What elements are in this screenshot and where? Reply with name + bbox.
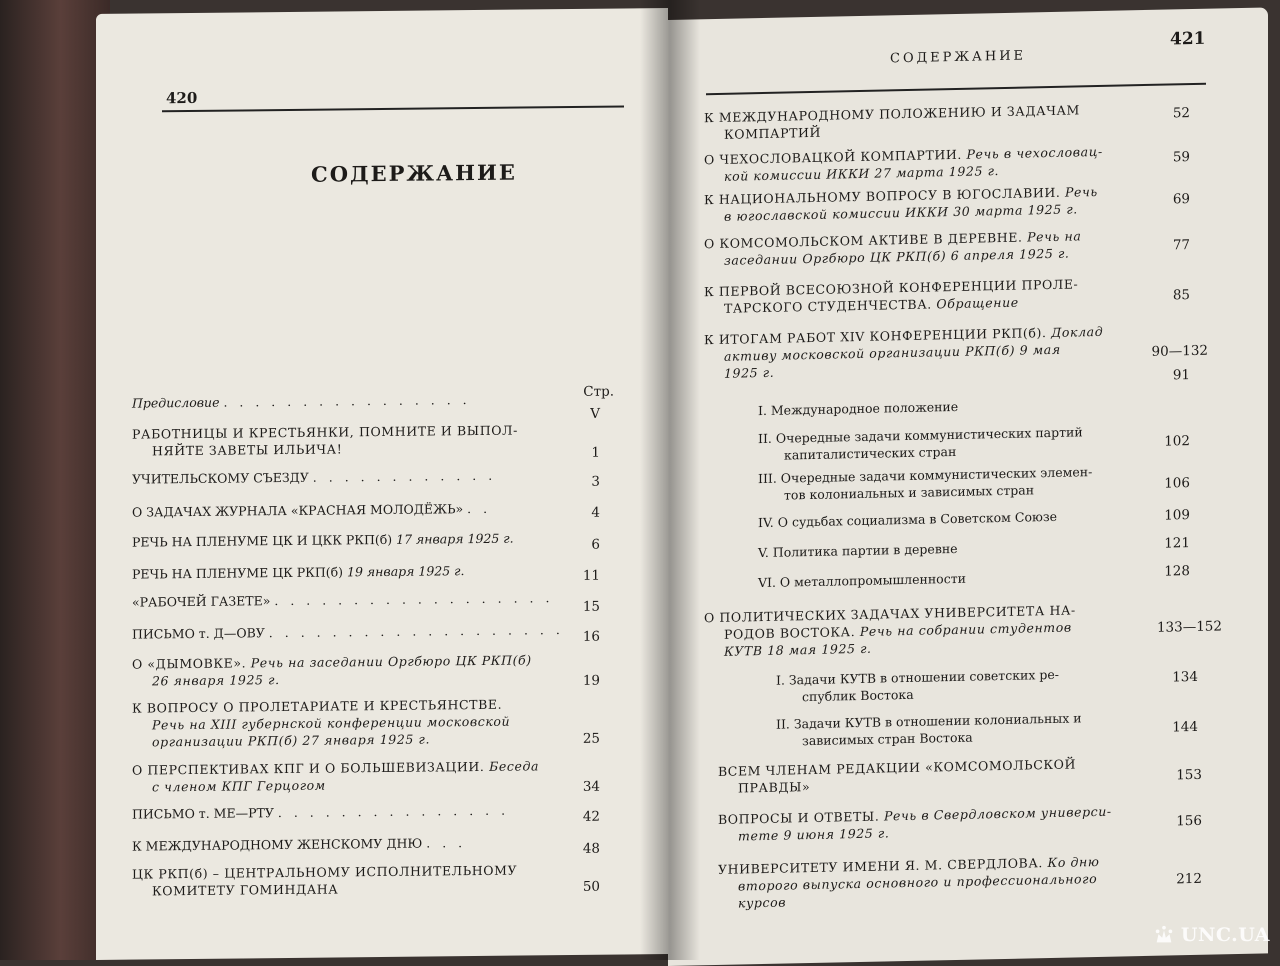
- entry-page: 109: [1164, 507, 1190, 524]
- subentry-title: III. Очередные задачи коммунистических элемен-: [758, 464, 1093, 487]
- entry-subtitle: Ко дню: [1047, 853, 1100, 871]
- leader-dots: . . . . . . . . . . . . . . . . . . .: [268, 622, 564, 641]
- toc-entry: [704, 182, 1154, 225]
- watermark: [1153, 924, 1270, 946]
- toc-subentry: [776, 708, 1126, 749]
- entry-subtitle: Речь в чехословац-: [966, 143, 1103, 162]
- entry-page: 3: [591, 473, 600, 490]
- entry-page: 6: [591, 536, 600, 553]
- right-page-number: 421: [1170, 28, 1206, 50]
- entry-title: К ВОПРОСУ О ПРОЛЕТАРИАТЕ И КРЕСТЬЯНСТВЕ.: [132, 696, 503, 716]
- entry-page: 11: [582, 567, 600, 584]
- entry-title: К МЕЖДУНАРОДНОМУ ПОЛОЖЕНИЮ И ЗАДАЧАМ: [704, 102, 1080, 126]
- entry-title: ВСЕМ ЧЛЕНАМ РЕДАКЦИИ «КОМСОМОЛЬСКОЙ: [718, 756, 1076, 779]
- subentry-title-cont: тов колониальных и зависимых стран: [784, 482, 1035, 503]
- entry-title: ВОПРОСЫ И ОТВЕТЫ.: [718, 808, 880, 827]
- toc-entry: [132, 621, 572, 643]
- entry-subtitle: Речь на XIII губернской конференции московской: [152, 713, 511, 733]
- entry-title: О ЗАДАЧАХ ЖУРНАЛА «КРАСНАЯ МОЛОДЁЖЬ»: [132, 501, 464, 520]
- entry-subtitle-cont: с членом КПГ Герцогом: [152, 777, 326, 795]
- entry-page: 16: [582, 628, 600, 645]
- entry-title-cont: РОДОВ ВОСТОКА.: [724, 624, 856, 642]
- toc-entry: [718, 852, 1158, 912]
- toc-subentry: VI. О металлопромышленности: [758, 570, 966, 591]
- toc-entry: [718, 754, 1158, 797]
- subentry-title: II. Задачи КУТВ в отношении колониальных и: [776, 710, 1082, 732]
- entry-page: 144: [1172, 718, 1198, 736]
- entry-subtitle: Доклад: [1051, 323, 1104, 340]
- toc-subentry: [776, 664, 1126, 705]
- entry-subtitle-cont: второго выпуска основного и профессионального: [738, 871, 1098, 894]
- entry-title: РЕЧЬ НА ПЛЕНУМЕ ЦК И ЦКК РКП(б): [132, 531, 393, 550]
- entry-title: К ПЕРВОЙ ВСЕСОЮЗНОЙ КОНФЕРЕНЦИИ ПРОЛЕ-: [704, 276, 1079, 300]
- page-title: СОДЕРЖАНИЕ: [311, 159, 517, 187]
- entry-page: 121: [1164, 535, 1190, 552]
- book-spine: [0, 0, 110, 960]
- subentry-title-cont: капиталистических стран: [784, 443, 957, 463]
- toc-entry: [132, 695, 572, 751]
- leader-dots: . .: [467, 500, 492, 517]
- entry-page-range: 133—152: [1156, 618, 1222, 636]
- entry-page: 4: [591, 504, 600, 521]
- leader-dots: . . . . . . . . . . . . . . . . . .: [274, 590, 554, 609]
- entry-subtitle-cont: КУТВ 18 мая 1925 г.: [724, 640, 872, 659]
- running-header: СОДЕРЖАНИЕ: [890, 48, 1027, 67]
- entry-title: К МЕЖДУНАРОДНОМУ ЖЕНСКОМУ ДНЮ: [132, 835, 423, 854]
- entry-page: 69: [1172, 191, 1190, 208]
- entry-subtitle: Речь: [1065, 183, 1098, 200]
- entry-subtitle: Речь в Свердловском универси-: [884, 803, 1112, 824]
- entry-page: 52: [1172, 105, 1190, 122]
- entry-title: Предисловие: [132, 394, 220, 411]
- entry-page: 48: [582, 840, 600, 857]
- entry-title: «РАБОЧЕЙ ГАЗЕТЕ»: [132, 593, 271, 610]
- left-header-rule: [162, 105, 624, 112]
- subentry-title-cont: спублик Востока: [802, 686, 914, 705]
- entry-page-range: 90—132: [1151, 342, 1208, 360]
- entry-title-cont: КОМИТЕТУ ГОМИНДАНА: [152, 881, 339, 899]
- entry-title: О «ДЫМОВКЕ».: [132, 655, 247, 672]
- entry-page: V: [590, 405, 600, 422]
- subentry-title-cont: зависимых стран Востока: [802, 729, 973, 749]
- entry-date: 17 января 1925 г.: [396, 530, 514, 547]
- entry-page: 42: [582, 808, 600, 825]
- entry-page: 19: [582, 672, 600, 689]
- toc-entry: [132, 757, 572, 796]
- entry-page: 59: [1172, 149, 1190, 166]
- watermark-text: UNC.UA: [1180, 924, 1270, 946]
- entry-subtitle: Беседа: [489, 758, 540, 774]
- entry-subtitle-cont: курсов: [738, 894, 787, 911]
- toc-entry: [718, 802, 1158, 845]
- toc-subentry: I. Международное положение: [758, 398, 959, 419]
- entry-subtitle-cont: заседании Оргбюро ЦК РКП(б) 6 апреля 1925 г.: [724, 245, 1070, 268]
- entry-title-cont: ТАРСКОГО СТУДЕНЧЕСТВА.: [724, 296, 932, 316]
- toc-entry: [132, 651, 572, 690]
- entry-title: УНИВЕРСИТЕТУ ИМЕНИ Я. М. СВЕРДЛОВА.: [718, 855, 1043, 877]
- toc-entry: [132, 801, 572, 823]
- entry-page: 128: [1164, 563, 1190, 580]
- entry-title: О ЧЕХОСЛОВАЦКОЙ КОМПАРТИИ.: [704, 146, 962, 168]
- left-page-number: 420: [166, 88, 198, 108]
- leader-dots: . . .: [426, 835, 467, 851]
- entry-page: 153: [1176, 766, 1202, 784]
- entry-subtitle: Речь на собрании студентов: [859, 619, 1072, 639]
- entry-page: 212: [1176, 870, 1202, 888]
- toc-entry: [132, 861, 572, 900]
- entry-title: РАБОТНИЦЫ И КРЕСТЬЯНКИ, ПОМНИТЕ И ВЫПОЛ-: [132, 422, 518, 442]
- entry-page: 102: [1164, 433, 1190, 450]
- entry-page: 15: [582, 598, 600, 615]
- entry-page: 77: [1172, 237, 1190, 254]
- toc-entry: [132, 466, 572, 488]
- entry-title: ПИСЬМО т. МЕ—РТУ: [132, 805, 274, 822]
- toc-subentry: [758, 463, 1118, 505]
- right-page: [668, 7, 1268, 966]
- entry-page: 50: [582, 878, 600, 895]
- toc-entry: [132, 499, 572, 521]
- subentry-title: I. Задачи КУТВ в отношении советских ре-: [776, 666, 1060, 688]
- toc-entry: [132, 529, 572, 551]
- entry-title: О ПОЛИТИЧЕСКИХ ЗАДАЧАХ УНИВЕРСИТЕТА НА-: [704, 602, 1076, 626]
- entry-page: 85: [1172, 287, 1190, 304]
- toc-subentry: IV. О судьбах социализма в Советском Союзе: [758, 508, 1058, 531]
- toc-entry: [704, 322, 1154, 382]
- entry-date: 19 января 1925 г.: [347, 563, 465, 580]
- entry-title: УЧИТЕЛЬСКОМУ СЪЕЗДУ: [132, 469, 309, 487]
- entry-title-cont: НЯЙТЕ ЗАВЕТЫ ИЛЬИЧА!: [152, 441, 343, 459]
- entry-subtitle-cont: кой комиссии ИККИ 27 марта 1925 г.: [724, 163, 1000, 184]
- entry-title-cont: ПРАВДЫ»: [738, 779, 811, 796]
- entry-title: К НАЦИОНАЛЬНОМУ ВОПРОСУ В ЮГОСЛАВИИ.: [704, 184, 1061, 208]
- entry-subtitle: Речь на заседании Оргбюро ЦК РКП(б): [250, 652, 532, 671]
- entry-subtitle-cont: в югославской комиссии ИККИ 30 марта 1925 г.: [724, 201, 1078, 224]
- entry-page: 91: [1172, 367, 1190, 384]
- entry-page: 25: [582, 730, 600, 747]
- toc-subentry: [758, 423, 1118, 465]
- entry-title: ПИСЬМО т. Д—ОВУ: [132, 625, 265, 642]
- toc-entry: [704, 226, 1154, 269]
- right-header-rule: [706, 83, 1206, 95]
- toc-subentry: V. Политика партии в деревне: [758, 540, 958, 561]
- entry-page: 1: [591, 444, 600, 461]
- leader-dots: . . . . . . . . . . . . . . . .: [223, 392, 471, 410]
- entry-subtitle-cont: организации РКП(б) 27 января 1925 г.: [152, 731, 431, 750]
- toc-entry: [132, 589, 572, 611]
- entry-title-cont: КОМПАРТИЙ: [724, 124, 822, 142]
- entry-subtitle-cont: 26 января 1925 г.: [152, 672, 280, 689]
- entry-page: 34: [582, 778, 600, 795]
- entry-subtitle-cont: активу московской организации РКП(б) 9 мая: [724, 341, 1061, 364]
- crown-icon: [1153, 924, 1175, 946]
- toc-entry: [704, 274, 1154, 317]
- toc-entry: [132, 421, 572, 460]
- entry-title: ЦК РКП(б) – ЦЕНТРАЛЬНОМУ ИСПОЛНИТЕЛЬНОМУ: [132, 862, 518, 882]
- toc-entry: [704, 100, 1154, 143]
- leader-dots: . . . . . . . . . . . .: [312, 467, 497, 485]
- toc-entry: [704, 600, 1154, 660]
- entry-page: 106: [1164, 475, 1190, 492]
- str-label: Стр.: [583, 383, 614, 400]
- entry-subtitle-cont: 1925 г.: [724, 364, 775, 381]
- leader-dots: . . . . . . . . . . . . . . .: [277, 802, 510, 821]
- entry-page: 134: [1172, 668, 1198, 686]
- entry-subtitle: Речь на: [1027, 228, 1082, 245]
- entry-page: 156: [1176, 812, 1202, 830]
- entry-subtitle-cont: тете 9 июня 1925 г.: [738, 825, 890, 844]
- left-page: [96, 8, 668, 960]
- entry-title: О ПЕРСПЕКТИВАХ КПГ И О БОЛЬШЕВИЗАЦИИ.: [132, 758, 485, 778]
- subentry-title: II. Очередные задачи коммунистических партий: [758, 424, 1083, 447]
- entry-title: К ИТОГАМ РАБОТ XIV КОНФЕРЕНЦИИ РКП(б).: [704, 325, 1047, 348]
- toc-entry: [132, 833, 572, 855]
- toc-entry: [132, 561, 572, 583]
- toc-entry: [704, 142, 1154, 185]
- entry-subtitle: Обращение: [936, 294, 1019, 312]
- entry-title: О КОМСОМОЛЬСКОМ АКТИВЕ В ДЕРЕВНЕ.: [704, 229, 1023, 252]
- entry-title: РЕЧЬ НА ПЛЕНУМЕ ЦК РКП(б): [132, 564, 344, 582]
- toc-entry: [132, 390, 572, 412]
